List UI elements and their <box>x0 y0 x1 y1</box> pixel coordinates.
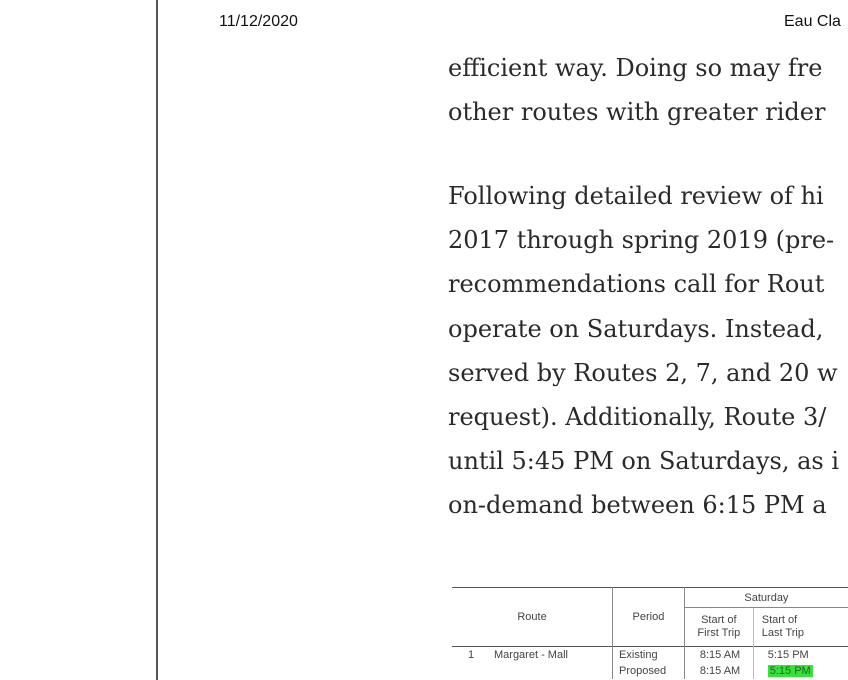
last-trip-cell <box>753 663 848 679</box>
first-trip-cell: 8:15 AM <box>684 663 753 679</box>
paragraph-line: Following detailed review of hi <box>448 182 824 210</box>
table-row <box>452 663 848 679</box>
route-cell <box>452 663 613 679</box>
paragraph-1 <box>448 46 825 134</box>
period-cell: Existing <box>613 647 685 664</box>
first-trip-cell: 8:15 AM <box>684 647 753 664</box>
schedule-table <box>452 587 848 679</box>
paragraph-line: efficient way. Doing so may fre <box>448 54 823 82</box>
highlighted-time: 5:15 PM <box>769 664 811 677</box>
route-name: Margaret - Mall <box>494 648 568 661</box>
col-header-last-trip-line1: Start of <box>761 614 798 626</box>
col-header-last-trip <box>753 608 848 647</box>
period-cell: Proposed <box>613 663 685 679</box>
page-left-border <box>156 0 158 680</box>
paragraph-line: other routes with greater rider <box>448 98 826 127</box>
col-header-first-trip-line2: First Trip <box>697 627 741 639</box>
route-cell <box>452 647 613 664</box>
print-date: 11/12/2020 <box>219 13 298 30</box>
paragraph-2 <box>448 174 839 528</box>
col-header-first-trip-line1: Start of <box>701 614 737 626</box>
paragraph-line: 2017 through spring 2019 (pre- <box>448 226 835 255</box>
route-number: 1 <box>468 648 475 661</box>
print-site-title: Eau Cla <box>784 13 841 30</box>
paragraph-line: recommendations call for Rout <box>448 270 825 299</box>
paragraph-line: until 5:45 PM on Saturdays, as i <box>448 447 840 476</box>
col-header-last-trip-line2: Last Trip <box>761 627 804 639</box>
paragraph-line: served by Routes 2, 7, and 20 w <box>448 358 838 387</box>
col-header-period: Period <box>613 588 685 647</box>
paragraph-line: operate on Saturdays. Instead, <box>448 314 824 343</box>
col-group-saturday: Saturday <box>684 588 848 608</box>
paragraph-line: request). Additionally, Route 3/ <box>448 403 827 432</box>
last-trip-cell: 5:15 PM <box>753 647 848 664</box>
col-header-route: Route <box>452 588 613 647</box>
table-row <box>452 647 848 664</box>
paragraph-line: on-demand between 6:15 PM a <box>448 491 827 520</box>
col-header-first-trip <box>684 608 753 647</box>
